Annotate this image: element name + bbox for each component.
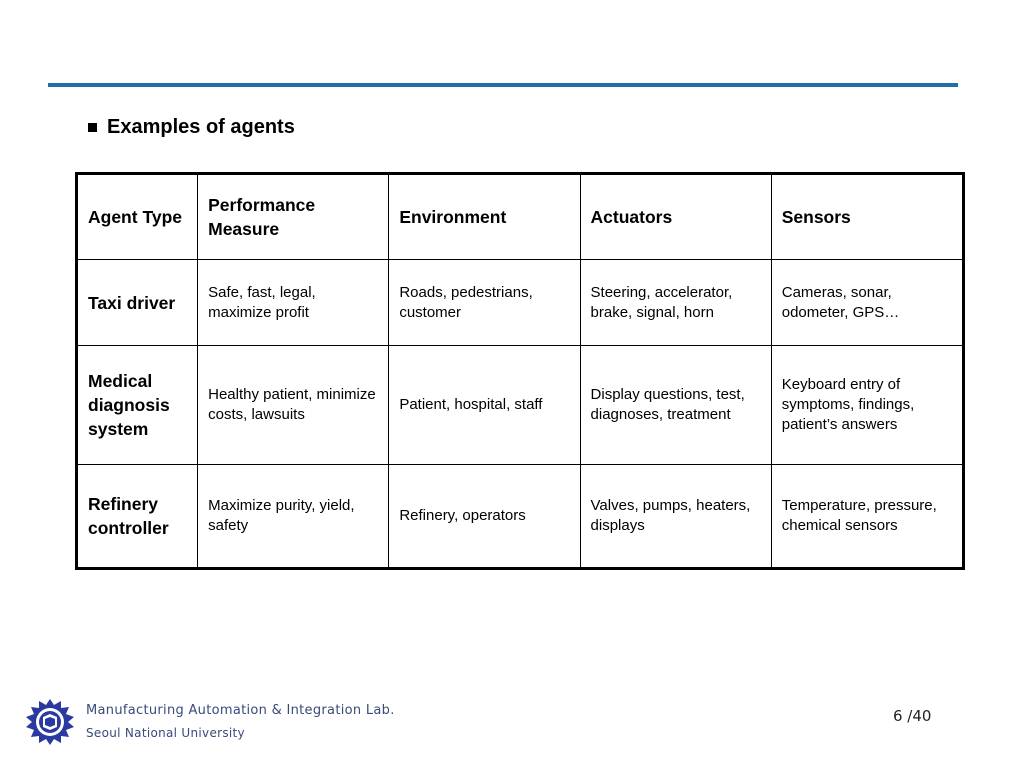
agent-name: Medical diagnosis system [77, 346, 198, 465]
environment-cell: Patient, hospital, staff [389, 346, 580, 465]
heading-text: Examples of agents [107, 116, 295, 138]
actuators-cell: Steering, accelerator, brake, signal, horn [580, 260, 771, 346]
table-row [77, 346, 964, 465]
header-environment: Environment [389, 174, 580, 260]
lab-name: Manufacturing Automation & Integration Lab. [86, 703, 395, 718]
performance-cell: Healthy patient, minimize costs, lawsuits [198, 346, 389, 465]
performance-cell: Safe, fast, legal, maximize profit [198, 260, 389, 346]
agents-table [75, 172, 965, 570]
university-name: Seoul National University [86, 726, 245, 740]
environment-cell: Refinery, operators [389, 465, 580, 569]
page-number: 6 /40 [893, 707, 932, 725]
slide-heading [88, 116, 295, 139]
top-divider [48, 83, 958, 87]
square-bullet-icon [88, 123, 97, 132]
header-performance-measure: Performance Measure [198, 174, 389, 260]
header-agent-type: Agent Type [77, 174, 198, 260]
agent-name: Taxi driver [77, 260, 198, 346]
environment-cell: Roads, pedestrians, customer [389, 260, 580, 346]
performance-cell: Maximize purity, yield, safety [198, 465, 389, 569]
table-row [77, 465, 964, 569]
actuators-cell: Display questions, test, diagnoses, treatment [580, 346, 771, 465]
sensors-cell: Keyboard entry of symptoms, findings, patient’s answers [771, 346, 963, 465]
actuators-cell: Valves, pumps, heaters, displays [580, 465, 771, 569]
table-row [77, 260, 964, 346]
sensors-cell: Cameras, sonar, odometer, GPS… [771, 260, 963, 346]
university-emblem-icon [24, 697, 76, 747]
header-sensors: Sensors [771, 174, 963, 260]
agent-name: Refinery controller [77, 465, 198, 569]
sensors-cell: Temperature, pressure, chemical sensors [771, 465, 963, 569]
header-actuators: Actuators [580, 174, 771, 260]
table-header-row [77, 174, 964, 260]
